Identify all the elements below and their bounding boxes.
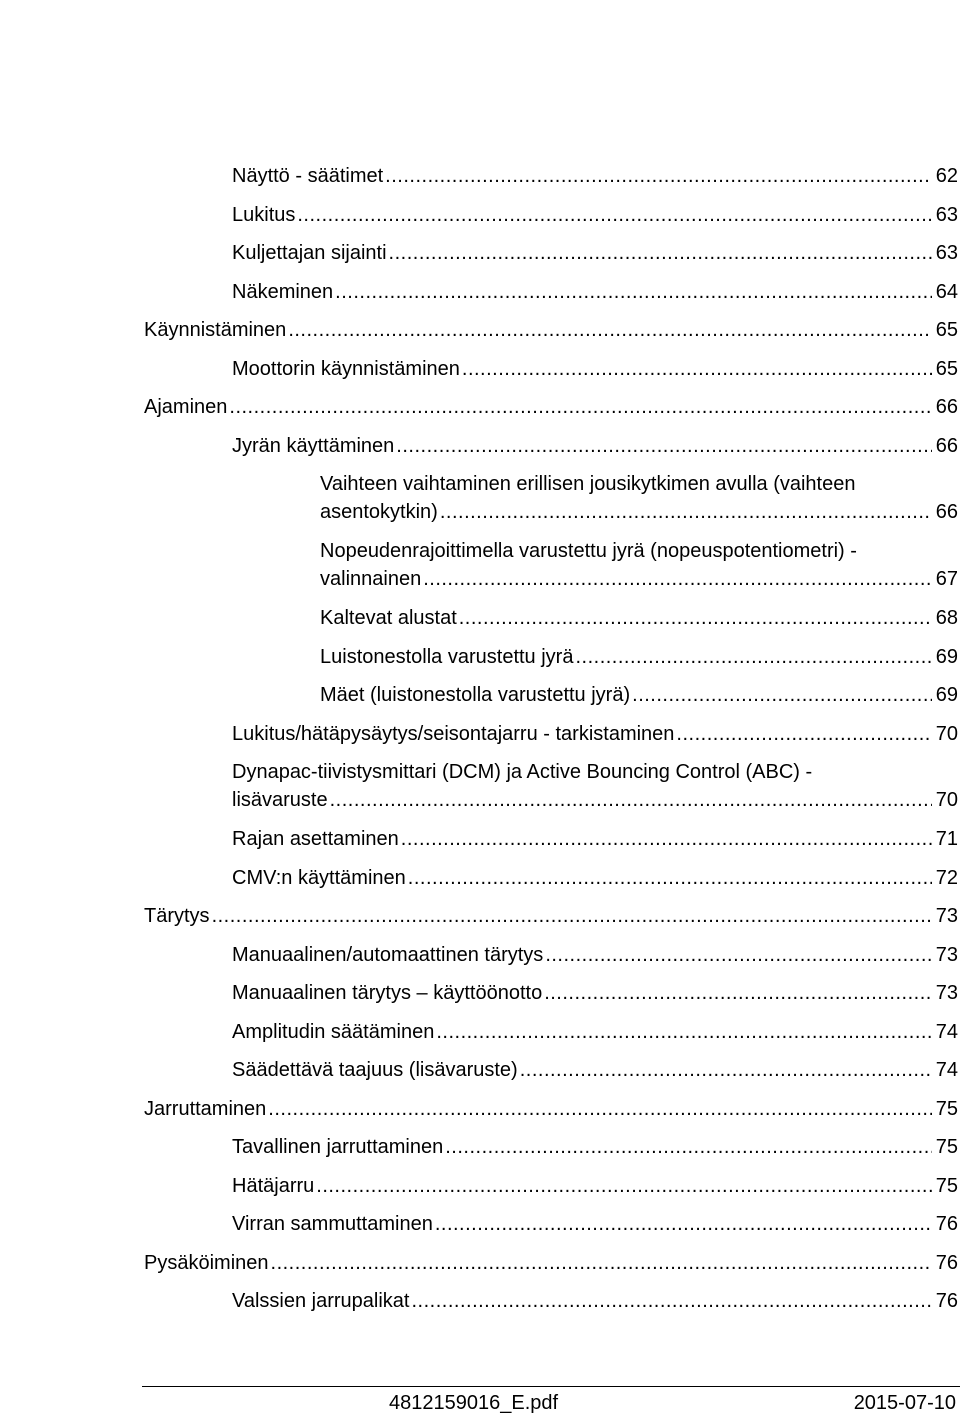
toc-entry-title: Säädettävä taajuus (lisävaruste) xyxy=(232,1059,518,1081)
toc-entry-title: Pysäköiminen xyxy=(144,1251,269,1274)
toc-entry-title: Virran sammuttaminen xyxy=(232,1213,433,1235)
footer-date: 2015-07-10 xyxy=(853,1392,956,1414)
dot-leader xyxy=(268,1096,931,1122)
toc-entry-title: Manuaalinen tärytys – käyttöönotto xyxy=(232,982,543,1004)
toc-page-number: 71 xyxy=(935,828,958,850)
footer-filename: 4812159016_E.pdf xyxy=(389,1392,559,1414)
toc-entry-title: CMV:n käyttäminen xyxy=(232,866,406,889)
dot-leader xyxy=(229,394,931,420)
toc-entry-title: Lukitus xyxy=(232,203,296,226)
dot-leader xyxy=(316,1173,931,1199)
toc-page-number: 64 xyxy=(935,280,958,303)
toc-entry-title: Dynapac-tiivistysmittari (DCM) ja Active Bouncing Control (ABC) - xyxy=(232,761,813,783)
toc-page-number: 73 xyxy=(935,943,958,966)
toc-page-number: 70 xyxy=(935,789,958,811)
toc-entry-title: Käynnistäminen xyxy=(144,319,287,341)
dot-leader xyxy=(288,317,931,343)
toc-entry-title: Valssien jarrupalikat xyxy=(232,1290,410,1312)
toc-page-number: 75 xyxy=(935,1097,958,1120)
dot-leader xyxy=(445,1134,932,1160)
dot-leader xyxy=(297,202,931,228)
toc-page-number: 65 xyxy=(935,357,958,380)
dot-leader xyxy=(520,1057,932,1083)
dot-leader xyxy=(412,1288,932,1314)
toc-entry-title: Vaihteen vaihtaminen erillisen jousikytkimen avulla (vaihteen xyxy=(320,473,856,495)
footer-rule xyxy=(142,1386,960,1387)
dot-leader xyxy=(575,644,931,670)
dot-leader xyxy=(544,980,932,1006)
toc-entry-title: Tavallinen jarruttaminen xyxy=(232,1136,444,1158)
toc-page-number: 62 xyxy=(935,165,958,187)
dot-leader xyxy=(676,721,931,747)
toc-page-number: 76 xyxy=(935,1213,958,1235)
dot-leader xyxy=(545,942,931,968)
dot-leader xyxy=(436,1019,931,1045)
toc-page-number: 69 xyxy=(935,684,958,706)
toc-entry-title: Hätäjarru xyxy=(232,1174,315,1197)
toc-page-number: 66 xyxy=(935,501,958,523)
toc-page-number: 66 xyxy=(935,434,958,457)
toc-entry-title: Lukitus/hätäpysäytys/seisontajarru - tarkistaminen xyxy=(232,722,675,745)
dot-leader xyxy=(396,433,931,459)
toc-page-number: 67 xyxy=(935,568,958,590)
toc-page-number: 75 xyxy=(935,1174,958,1197)
toc-entry-title: Manuaalinen/automaattinen tärytys xyxy=(232,943,544,966)
toc-entry-title: Näyttö - säätimet xyxy=(232,165,384,187)
dot-leader xyxy=(435,1211,932,1237)
toc-page-number: 63 xyxy=(935,242,958,264)
dot-leader xyxy=(385,163,932,189)
toc-entry-title: Mäet (luistonestolla varustettu jyrä) xyxy=(320,684,631,706)
toc-entry-title: Näkeminen xyxy=(232,280,334,303)
dot-leader xyxy=(335,279,932,305)
dot-leader xyxy=(212,903,932,929)
toc-entry-title: lisävaruste xyxy=(232,789,328,811)
dot-leader xyxy=(330,787,932,813)
toc-page-number: 74 xyxy=(935,1059,958,1081)
toc-page-number: 72 xyxy=(935,866,958,889)
toc-entry-title: Kaltevat alustat xyxy=(320,607,457,629)
dot-leader xyxy=(271,1250,932,1276)
toc-page-number: 70 xyxy=(935,722,958,745)
toc-entry-title: Luistonestolla varustettu jyrä xyxy=(320,645,574,668)
dot-leader xyxy=(440,499,932,525)
toc-entry-title: Ajaminen xyxy=(144,396,228,418)
dot-leader xyxy=(401,826,932,852)
toc-page-number: 73 xyxy=(935,905,958,927)
toc-page-number: 66 xyxy=(935,396,958,418)
dot-leader xyxy=(423,566,932,592)
toc-page-number: 76 xyxy=(935,1251,958,1274)
toc-page-number: 69 xyxy=(935,645,958,668)
toc-page-number: 68 xyxy=(935,607,958,629)
toc-page-number: 74 xyxy=(935,1020,958,1043)
toc-page-number: 76 xyxy=(935,1290,958,1312)
toc-page-number: 65 xyxy=(935,319,958,341)
toc-entry-title: Jarruttaminen xyxy=(144,1097,267,1120)
toc-entry-title: Jyrän käyttäminen xyxy=(232,434,395,457)
toc-entry-title: asentokytkin) xyxy=(320,501,438,523)
toc-entry-title: Amplitudin säätäminen xyxy=(232,1020,435,1043)
dot-leader xyxy=(462,356,932,382)
toc-page-number: 73 xyxy=(935,982,958,1004)
toc-entry-title: Rajan asettaminen xyxy=(232,828,399,850)
toc-page-number: 63 xyxy=(935,203,958,226)
toc-entry-title: Tärytys xyxy=(144,905,210,927)
toc-entry-title: Moottorin käynnistäminen xyxy=(232,357,460,380)
dot-leader xyxy=(459,605,932,631)
toc-entry-title: Kuljettajan sijainti xyxy=(232,242,387,264)
dot-leader xyxy=(632,682,932,708)
toc-entry-title: valinnainen xyxy=(320,568,422,590)
toc-page-number: 75 xyxy=(935,1136,958,1158)
toc-entry-title: Nopeudenrajoittimella varustettu jyrä (nopeuspotentiometri) - xyxy=(320,540,857,562)
dot-leader xyxy=(389,240,932,266)
dot-leader xyxy=(408,865,932,891)
